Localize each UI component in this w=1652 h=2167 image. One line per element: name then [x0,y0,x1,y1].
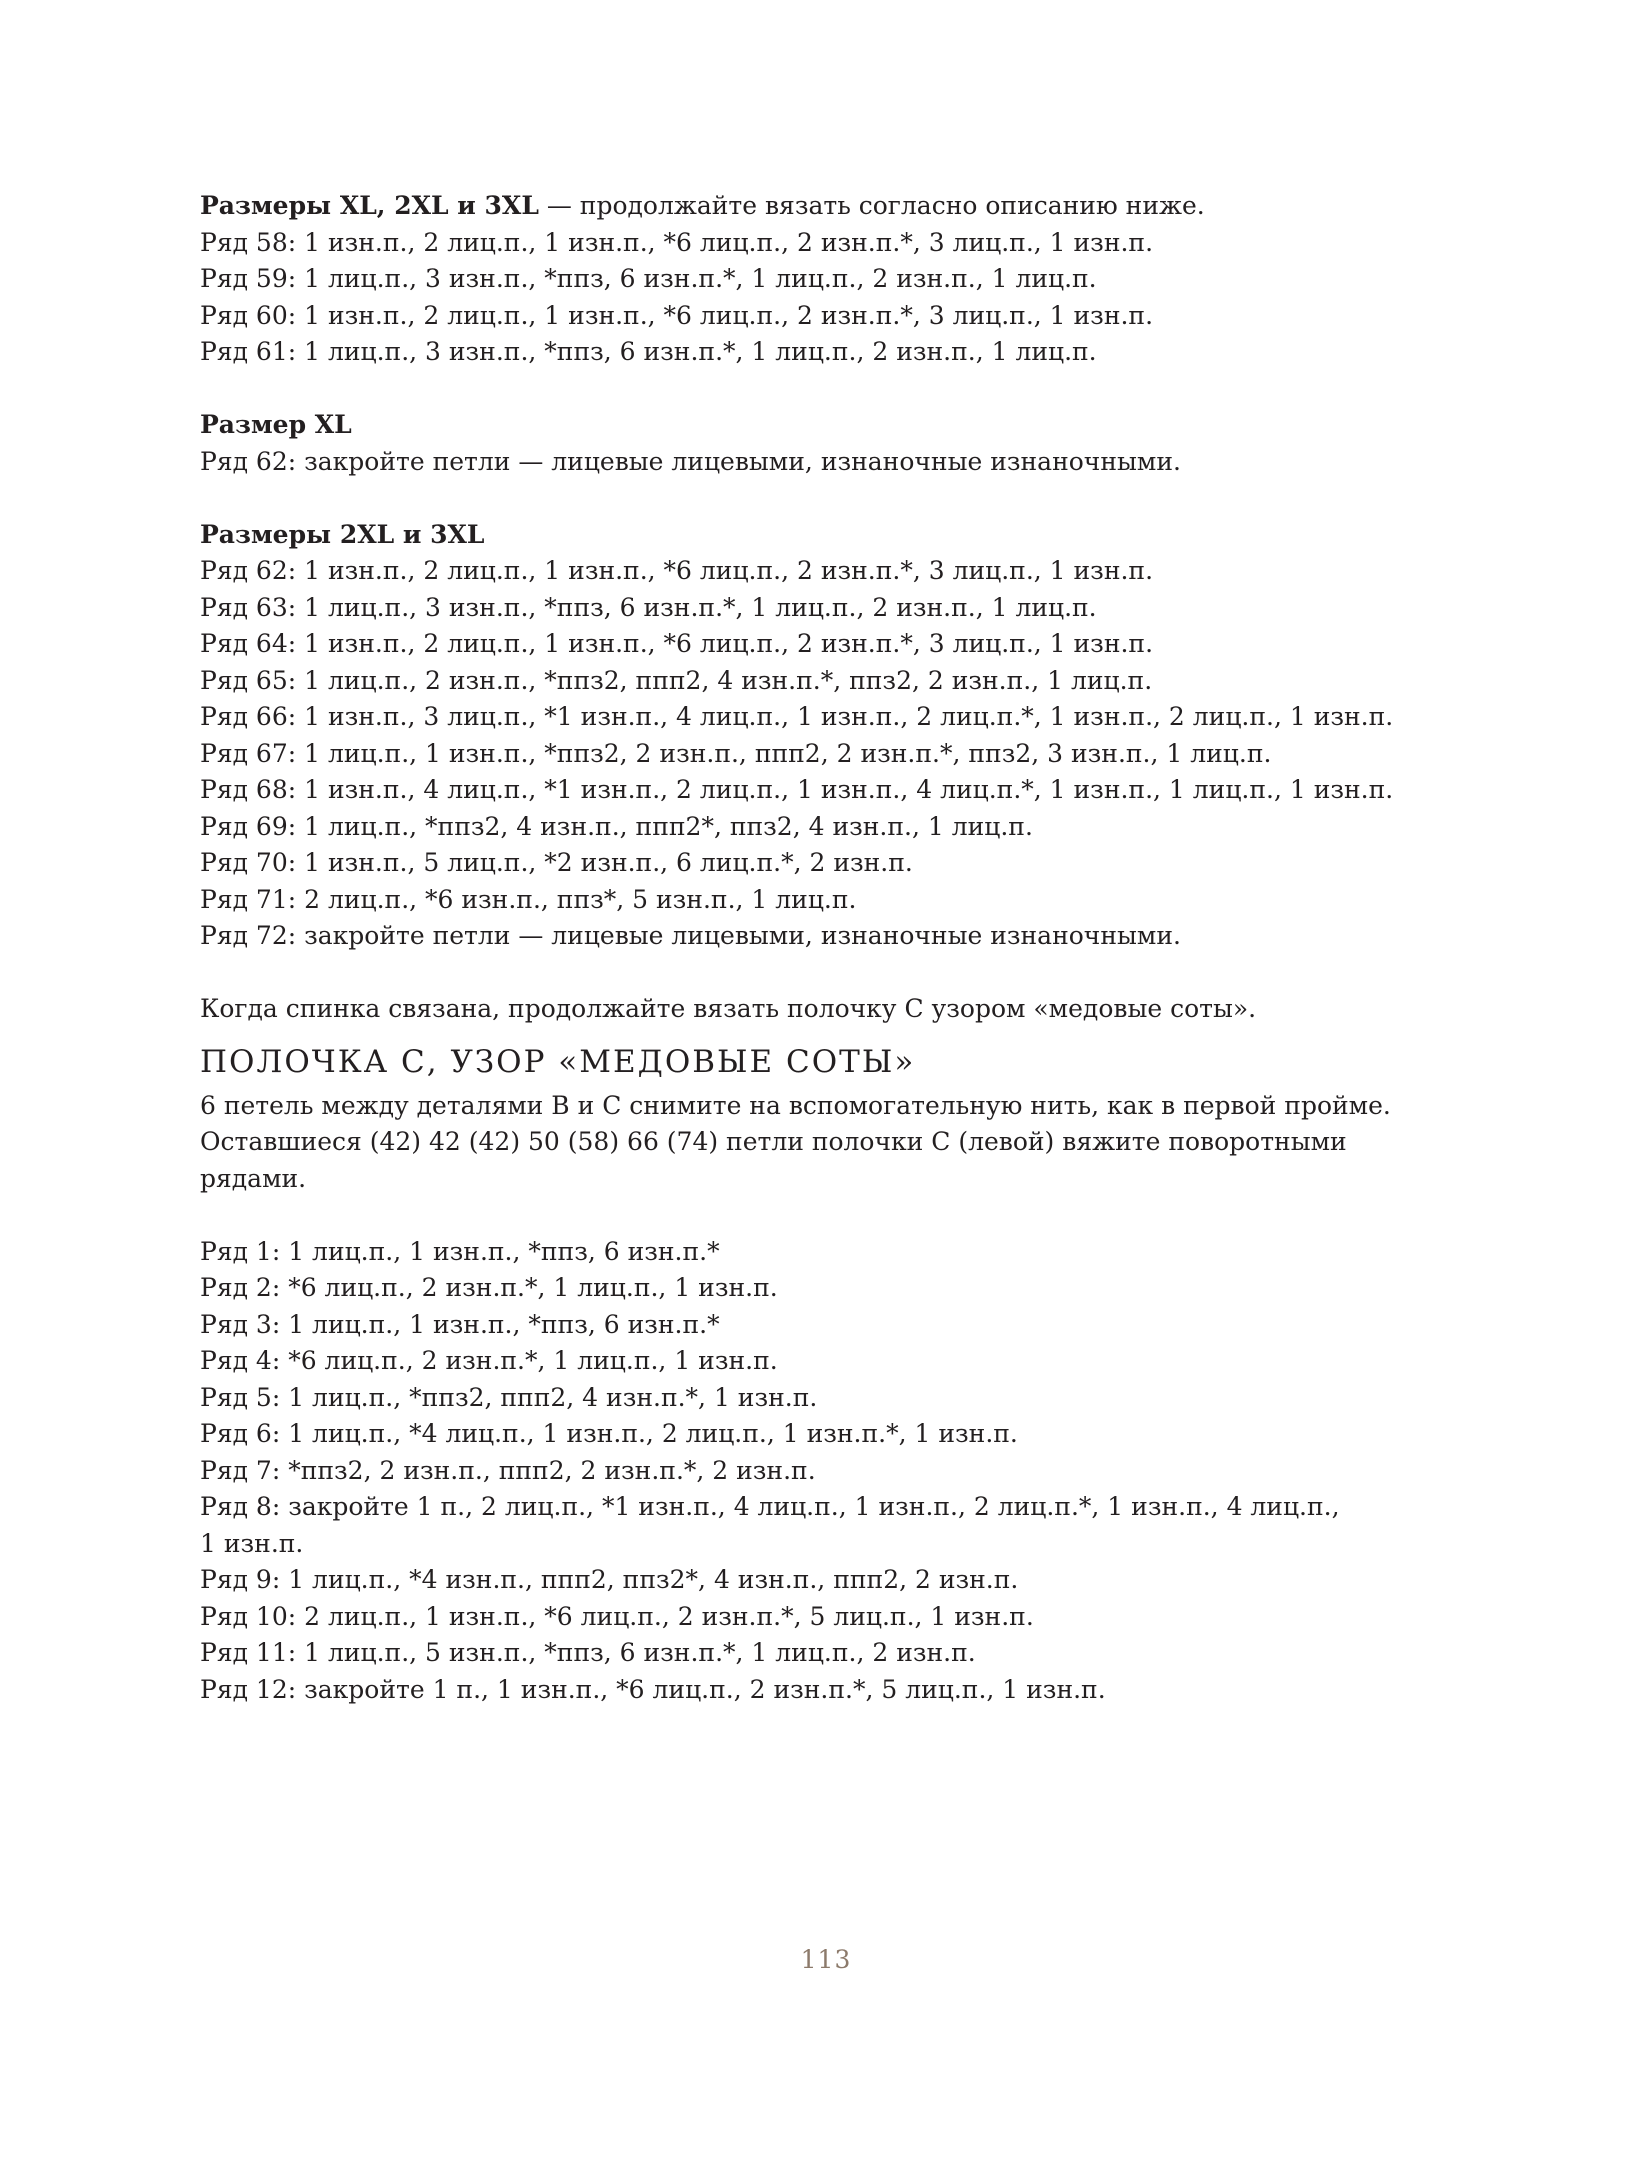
row-line: Ряд 71: 2 лиц.п., *6 изн.п., ппз*, 5 изн.п., 1 лиц.п. [200,884,857,914]
row-line-continuation: 1 изн.п. [200,1528,304,1558]
sizes-xl-2xl-3xl-intro [200,188,1500,225]
row-line: Ряд 61: 1 лиц.п., 3 изн.п., *ппз, 6 изн.п.*, 1 лиц.п., 2 изн.п., 1 лиц.п. [200,337,1097,366]
sizes-xl-2xl-3xl-heading: Размеры XL, 2XL и 3XL [200,191,539,220]
row-line: Ряд 63: 1 лиц.п., 3 изн.п., *ппз, 6 изн.п.*, 1 лиц.п., 2 изн.п., 1 лиц.п. [200,592,1097,622]
row-line: Ряд 69: 1 лиц.п., *ппз2, 4 изн.п., ппп2*, ппз2, 4 изн.п., 1 лиц.п. [200,811,1033,841]
sizes-2xl-3xl-heading: Размеры 2XL и 3XL [200,519,485,549]
row-line: Ряд 66: 1 изн.п., 3 лиц.п., *1 изн.п., 4 лиц.п., 1 изн.п., 2 лиц.п.*, 1 изн.п., 2 лиц.п., 1 изн.п. [200,702,1394,731]
size-xl-heading: Размер XL [200,410,352,439]
row-line: Ряд 62: закройте петли — лицевые лицевыми, изнаночные изнаночными. [200,446,1181,476]
row-line: Ряд 62: 1 изн.п., 2 лиц.п., 1 изн.п., *6 лиц.п., 2 изн.п.*, 3 лиц.п., 1 изн.п. [200,556,1154,585]
row-line: Ряд 59: 1 лиц.п., 3 изн.п., *ппз, 6 изн.п.*, 1 лиц.п., 2 изн.п., 1 лиц.п. [200,264,1097,293]
row-line: Ряд 5: 1 лиц.п., *ппз2, ппп2, 4 изн.п.*, 1 изн.п. [200,1382,818,1412]
row-line: Ряд 11: 1 лиц.п., 5 изн.п., *ппз, 6 изн.п.*, 1 лиц.п., 2 изн.п. [200,1638,976,1667]
row-line: Ряд 65: 1 лиц.п., 2 изн.п., *ппз2, ппп2, 4 изн.п.*, ппз2, 2 изн.п., 1 лиц.п. [200,665,1153,695]
row-line: Ряд 72: закройте петли — лицевые лицевыми, изнаночные изнаночными. [200,921,1181,950]
row-line: Ряд 60: 1 изн.п., 2 лиц.п., 1 изн.п., *6 лиц.п., 2 изн.п.*, 3 лиц.п., 1 изн.п. [200,300,1154,330]
row-line: Ряд 10: 2 лиц.п., 1 изн.п., *6 лиц.п., 2 изн.п.*, 5 лиц.п., 1 изн.п. [200,1601,1034,1631]
row-line: Ряд 12: закройте 1 п., 1 изн.п., *6 лиц.п., 2 изн.п.*, 5 лиц.п., 1 изн.п. [200,1674,1106,1704]
row-line: Ряд 7: *ппз2, 2 изн.п., ппп2, 2 изн.п.*, 2 изн.п. [200,1455,816,1485]
page-number: 113 [800,1945,852,1974]
row-line: Ряд 8: закройте 1 п., 2 лиц.п., *1 изн.п., 4 лиц.п., 1 изн.п., 2 лиц.п.*, 1 изн.п., 4 лиц.п., [200,1492,1340,1521]
row-line: Ряд 6: 1 лиц.п., *4 лиц.п., 1 изн.п., 2 лиц.п., 1 изн.п.*, 1 изн.п. [200,1419,1018,1448]
section-heading-polochka-c: ПОЛОЧКА С, УЗОР «МЕДОВЫЕ СОТЫ» [200,1043,916,1080]
page-content [200,188,1500,1708]
row-line: Ряд 9: 1 лиц.п., *4 изн.п., ппп2, ппз2*, 4 изн.п., ппп2, 2 изн.п. [200,1565,1019,1594]
row-line: Ряд 58: 1 изн.п., 2 лиц.п., 1 изн.п., *6 лиц.п., 2 изн.п.*, 3 лиц.п., 1 изн.п. [200,227,1154,257]
row-line: Ряд 4: *6 лиц.п., 2 изн.п.*, 1 лиц.п., 1 изн.п. [200,1346,778,1375]
intro-line: 6 петель между деталями В и С снимите на вспомогательную нить, как в первой пройме. [200,1090,1391,1120]
row-line: Ряд 68: 1 изн.п., 4 лиц.п., *1 изн.п., 2 лиц.п., 1 изн.п., 4 лиц.п.*, 1 изн.п., 1 лиц.п., 1 изн.п. [200,775,1394,804]
row-line: Ряд 64: 1 изн.п., 2 лиц.п., 1 изн.п., *6 лиц.п., 2 изн.п.*, 3 лиц.п., 1 изн.п. [200,629,1154,658]
row-line: Ряд 70: 1 изн.п., 5 лиц.п., *2 изн.п., 6 лиц.п.*, 2 изн.п. [200,848,913,877]
row-line: Ряд 2: *6 лиц.п., 2 изн.п.*, 1 лиц.п., 1 изн.п. [200,1273,778,1302]
row-line: Ряд 1: 1 лиц.п., 1 изн.п., *ппз, 6 изн.п.* [200,1236,720,1266]
transition-paragraph: Когда спинка связана, продолжайте вязать полочку С узором «медовые соты». [200,994,1257,1023]
intro-line: рядами. [200,1163,307,1193]
sizes-xl-2xl-3xl-instruction: — продолжайте вязать согласно описанию ниже. [538,191,1205,220]
intro-line: Оставшиеся (42) 42 (42) 50 (58) 66 (74) петли полочки С (левой) вяжите поворотными [200,1127,1347,1156]
row-line: Ряд 67: 1 лиц.п., 1 изн.п., *ппз2, 2 изн.п., ппп2, 2 изн.п.*, ппз2, 3 изн.п., 1 лиц.п. [200,738,1272,768]
row-line: Ряд 3: 1 лиц.п., 1 изн.п., *ппз, 6 изн.п.* [200,1309,720,1339]
